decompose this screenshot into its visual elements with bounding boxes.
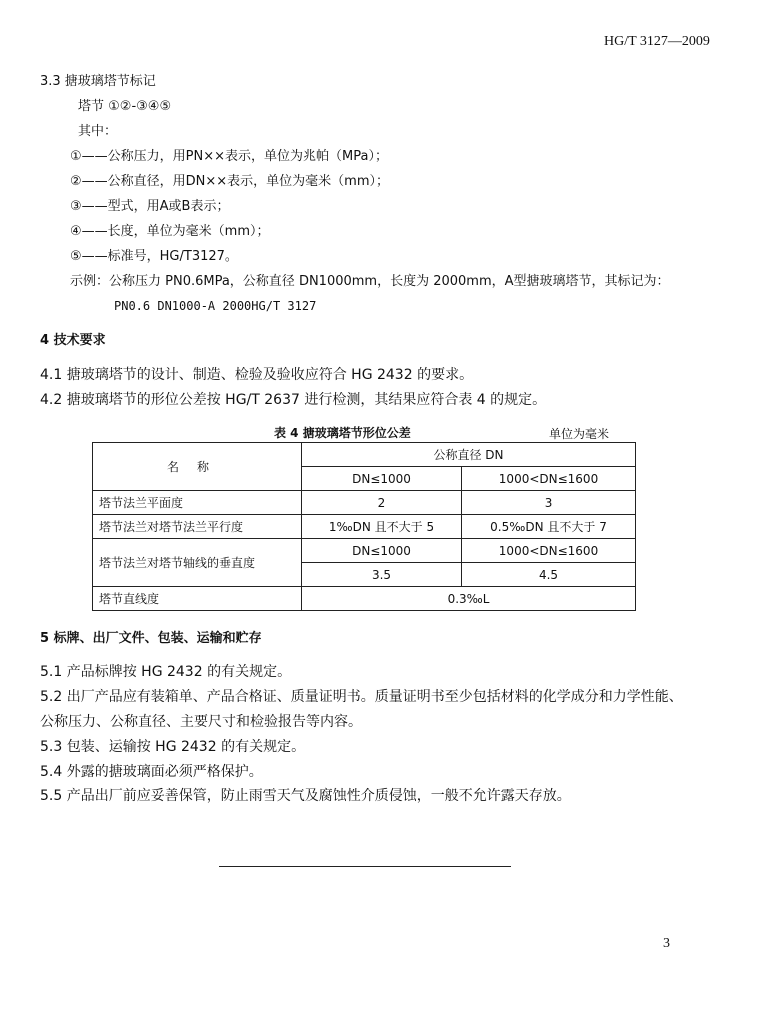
marking-item-5: ⑤——标准号，HG/T3127。 <box>70 249 238 264</box>
clause-5-2-line2: 公称压力、公称直径、主要尺寸和检验报告等内容。 <box>40 714 362 730</box>
section-5-heading: 5 标牌、出厂文件、包装、运输和贮存 <box>40 631 262 646</box>
clause-5-5: 5.5 产品出厂前应妥善保管，防止雨雪天气及腐蚀性介质侵蚀，一般不允许露天存放。 <box>40 788 571 804</box>
marking-item-3: ③——型式，用A或B表示； <box>70 199 230 214</box>
dn-small-header: DN≤1000 <box>302 467 462 491</box>
clause-4-2: 4.2 搪玻璃塔节的形位公差按 HG/T 2637 进行检测，其结果应符合表 4 的规定。 <box>40 392 547 408</box>
table-caption: 表 4 搪玻璃塔节形位公差 <box>274 426 411 440</box>
cell-subheader: DN≤1000 <box>302 539 462 563</box>
clause-4-1: 4.1 搪玻璃塔节的设计、制造、检验及验收应符合 HG 2432 的要求。 <box>40 367 474 383</box>
example-mark: PN0.6 DN1000-A 2000HG/T 3127 <box>114 299 317 313</box>
cell-value: 0.3‰L <box>302 587 636 611</box>
cell-subheader: 1000<DN≤1600 <box>462 539 636 563</box>
table-row <box>93 491 636 515</box>
cell-value: 0.5‰DN 且不大于 7 <box>462 515 636 539</box>
cell-value: 1‰DN 且不大于 5 <box>302 515 462 539</box>
cell-value: 4.5 <box>462 563 636 587</box>
tolerance-table <box>92 442 636 611</box>
where-label: 其中： <box>78 124 118 139</box>
cell-value: 3.5 <box>302 563 462 587</box>
row-name: 塔节法兰对塔节轴线的垂直度 <box>93 539 302 587</box>
row-name: 塔节直线度 <box>93 587 302 611</box>
table-unit: 单位为毫米 <box>549 427 610 441</box>
cell-value: 3 <box>462 491 636 515</box>
clause-5-3: 5.3 包装、运输按 HG 2432 的有关规定。 <box>40 739 306 755</box>
dn-header: 公称直径 DN <box>302 443 636 467</box>
clause-5-2-line1: 5.2 出厂产品应有装箱单、产品合格证、质量证明书。质量证明书至少包括材料的化学成分和力学性能、 <box>40 689 683 705</box>
dn-large-header: 1000<DN≤1600 <box>462 467 636 491</box>
marking-format: 塔节 ①②-③④⑤ <box>78 99 172 114</box>
marking-item-1: ①——公称压力，用PN××表示，单位为兆帕（MPa）； <box>70 149 388 164</box>
section-3-3-heading: 3.3 搪玻璃塔节标记 <box>40 74 156 89</box>
table-row <box>93 539 636 563</box>
end-rule <box>219 866 511 867</box>
standard-code: HG/T 3127—2009 <box>604 34 710 49</box>
example-text: 示例：公称压力 PN0.6MPa，公称直径 DN1000mm，长度为 2000mm，A型搪玻璃塔节，其标记为： <box>70 274 670 289</box>
table-row <box>93 515 636 539</box>
name-header: 名称 <box>93 443 302 491</box>
marking-item-4: ④——长度，单位为毫米（mm）； <box>70 224 270 239</box>
row-name: 塔节法兰平面度 <box>93 491 302 515</box>
clause-5-1: 5.1 产品标牌按 HG 2432 的有关规定。 <box>40 664 292 680</box>
clause-5-4: 5.4 外露的搪玻璃面必须严格保护。 <box>40 764 263 780</box>
page-number: 3 <box>663 936 670 951</box>
marking-item-2: ②——公称直径，用DN××表示，单位为毫米（mm）； <box>70 174 390 189</box>
table-row <box>93 587 636 611</box>
section-4-heading: 4 技术要求 <box>40 333 106 348</box>
row-name: 塔节法兰对塔节法兰平行度 <box>93 515 302 539</box>
cell-value: 2 <box>302 491 462 515</box>
